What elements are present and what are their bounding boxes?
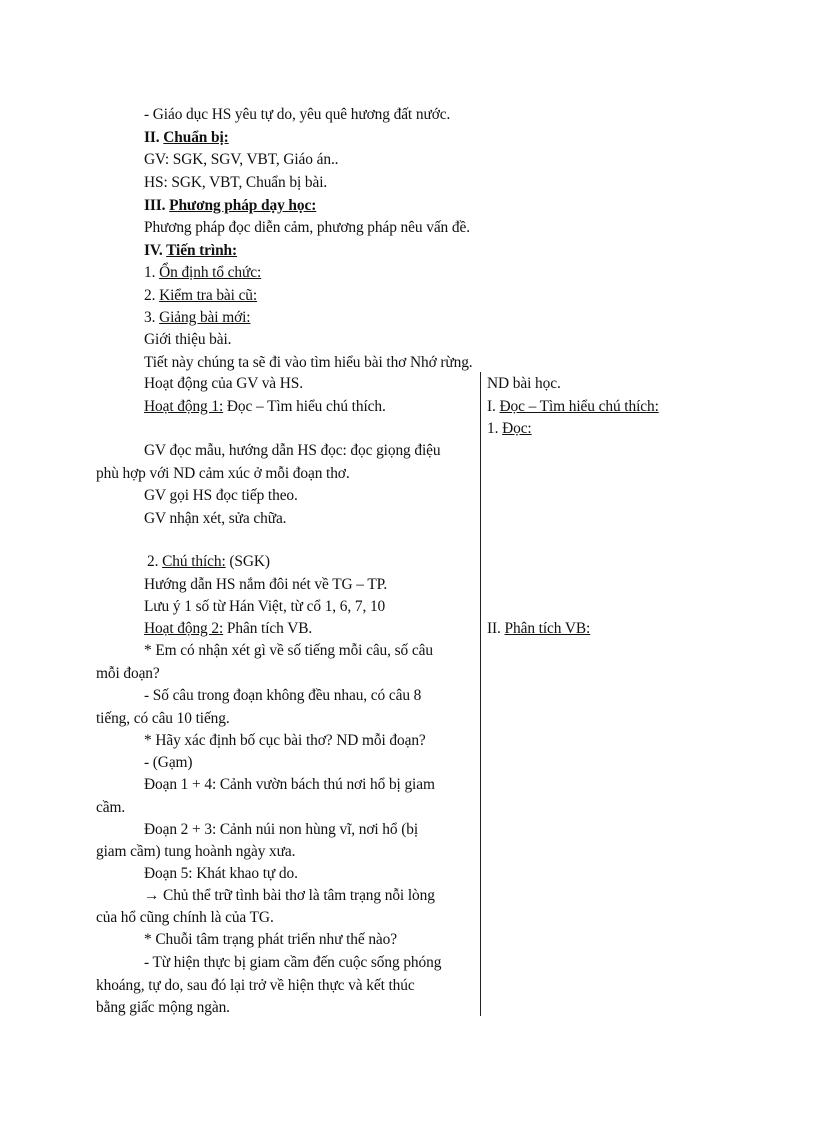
question-1b: mỗi đoạn? xyxy=(96,665,160,682)
step-3-label: Giảng bài mới: xyxy=(159,309,251,326)
step-1-number: 1. xyxy=(144,264,156,281)
question-3: * Chuỗi tâm trạng phát triển như thế nào? xyxy=(144,931,397,948)
annotation-heading xyxy=(147,553,270,571)
left-line-6: Lưu ý 1 số từ Hán Việt, từ cổ 1, 6, 7, 10 xyxy=(144,598,386,615)
right-section-read-number: 1. xyxy=(487,420,503,437)
step-3 xyxy=(144,309,250,327)
section-3: Đoạn 5: Khát khao tự do. xyxy=(144,865,298,882)
activity-2 xyxy=(144,620,312,638)
activity-1-text: Đọc – Tìm hiểu chú thích. xyxy=(223,398,386,415)
prep-number: II. xyxy=(144,129,160,146)
method-text: Phương pháp đọc diễn cảm, phương pháp nêu vấn đề. xyxy=(144,219,470,236)
answer-1a: - Số câu trong đoạn không đều nhau, có câu 8 xyxy=(144,687,422,704)
section-2a: Đoạn 2 + 3: Cảnh núi non hùng vĩ, nơi hổ (bị xyxy=(144,821,419,838)
left-line-4: GV nhận xét, sửa chữa. xyxy=(144,510,287,527)
process-number: IV. xyxy=(144,242,163,259)
left-line-5: Hướng dẫn HS nắm đôi nét về TG – TP. xyxy=(144,576,388,593)
prep-gv-line: GV: SGK, SGV, VBT, Giáo án.. xyxy=(144,151,339,168)
process-title: Tiến trình: xyxy=(166,242,238,259)
conclusion-1a xyxy=(144,887,435,905)
right-section-2-label: Phân tích VB: xyxy=(504,620,591,637)
conclusion-1b: của hổ cũng chính là của TG. xyxy=(96,909,274,926)
step-3-number: 3. xyxy=(144,309,156,326)
question-2: * Hãy xác định bố cục bài thơ? ND mỗi đoạn? xyxy=(144,732,426,749)
conclusion-1a-text: Chủ thể trữ tình bài thơ là tâm trạng nỗi lòng xyxy=(159,887,435,904)
left-column-header: Hoạt động của GV và HS. xyxy=(144,375,303,392)
left-line-3: GV gọi HS đọc tiếp theo. xyxy=(144,487,298,504)
step-2-label: Kiểm tra bài cũ: xyxy=(159,287,258,304)
right-section-1 xyxy=(487,398,659,416)
section-1b: cầm. xyxy=(96,799,126,816)
right-section-read xyxy=(487,420,532,438)
prep-hs-line: HS: SGK, VBT, Chuẩn bị bài. xyxy=(144,174,328,191)
right-section-2 xyxy=(487,620,590,638)
arrow-right-icon: → xyxy=(144,887,160,904)
step-2-number: 2. xyxy=(144,287,156,304)
goal-line: - Giáo dục HS yêu tự do, yêu quê hương đất nước. xyxy=(144,106,451,123)
section-1a: Đoạn 1 + 4: Cảnh vườn bách thú nơi hổ bị giam xyxy=(144,776,435,793)
prep-heading xyxy=(144,129,229,147)
right-section-read-label: Đọc: xyxy=(502,420,532,437)
activity-1-label: Hoạt động 1: xyxy=(144,398,224,415)
step-1-label: Ổn định tổ chức: xyxy=(159,264,262,281)
intro-label: Giới thiệu bài. xyxy=(144,331,232,348)
intro-text: Tiết này chúng ta sẽ đi vào tìm hiểu bài thơ Nhớ rừng. xyxy=(144,354,473,371)
method-number: III. xyxy=(144,197,166,214)
column-divider xyxy=(480,372,481,1016)
left-line-1: GV đọc mẫu, hướng dẫn HS đọc: đọc giọng điệu xyxy=(144,442,441,459)
step-2 xyxy=(144,287,257,305)
right-column-header: ND bài học. xyxy=(487,375,561,392)
prep-title: Chuẩn bị: xyxy=(163,129,229,146)
right-section-2-number: II. xyxy=(487,620,505,637)
method-heading xyxy=(144,197,316,215)
right-section-1-number: I. xyxy=(487,398,500,415)
left-line-2: phù hợp với ND cảm xúc ở mỗi đoạn thơ. xyxy=(96,465,350,482)
answer-2: - (Gạm) xyxy=(144,754,193,771)
answer-1b: tiếng, có câu 10 tiếng. xyxy=(96,710,230,727)
activity-1 xyxy=(144,398,386,416)
right-section-1-label: Đọc – Tìm hiểu chú thích: xyxy=(499,398,659,415)
annotation-label: Chú thích: xyxy=(162,553,226,570)
annotation-text: (SGK) xyxy=(225,553,270,570)
activity-2-label: Hoạt động 2: xyxy=(144,620,224,637)
activity-2-text: Phân tích VB. xyxy=(223,620,313,637)
question-1a: * Em có nhận xét gì về số tiếng mỗi câu, số câu xyxy=(144,642,433,659)
answer-3a: - Từ hiện thực bị giam cầm đến cuộc sống phóng xyxy=(144,954,442,971)
answer-3c: bằng giấc mộng ngàn. xyxy=(96,999,230,1016)
annotation-number: 2. xyxy=(147,553,163,570)
section-2b: giam cầm) tung hoành ngày xưa. xyxy=(96,843,296,860)
answer-3b: khoáng, tự do, sau đó lại trở về hiện thực và kết thúc xyxy=(96,977,415,994)
step-1 xyxy=(144,264,261,282)
process-heading xyxy=(144,242,237,260)
method-title: Phương pháp dạy học: xyxy=(169,197,317,214)
